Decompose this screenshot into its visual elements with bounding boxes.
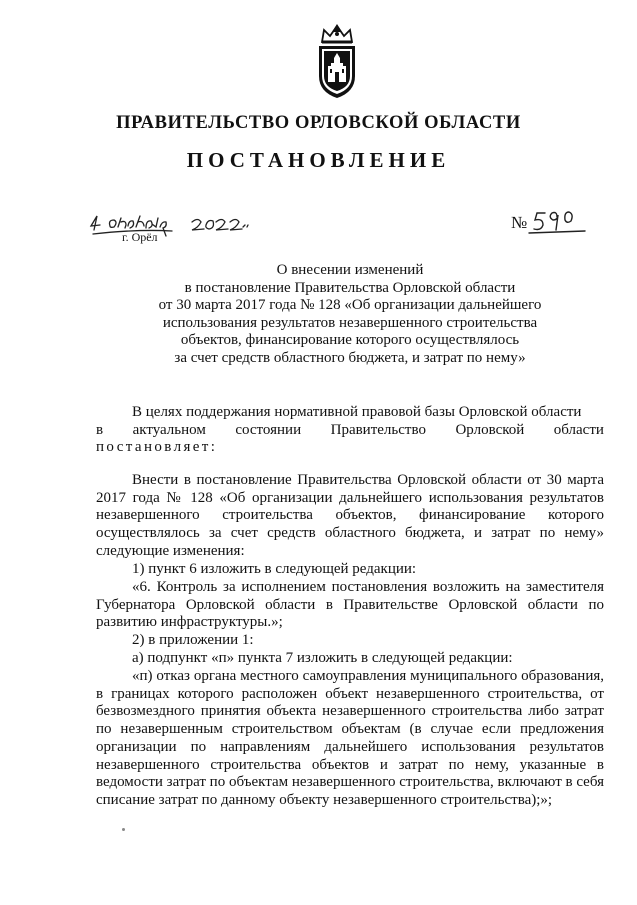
preamble-word: Орловской <box>455 421 525 438</box>
government-title: ПРАВИТЕЛЬСТВО ОРЛОВСКОЙ ОБЛАСТИ <box>116 113 521 133</box>
preamble-word: Правительство <box>330 421 426 438</box>
subject-line: использования результатов незавершенного строительства <box>162 314 538 331</box>
city-label: г. Орёл <box>122 230 158 244</box>
item-2a-heading: а) подпункт «п» пункта 7 изложить в следующей редакции: <box>132 650 513 666</box>
item-2a-content <box>96 668 604 810</box>
preamble-paragraph <box>96 404 604 457</box>
preamble-line: В целях поддержания нормативной правовой базы Орловской области <box>132 404 582 420</box>
preamble-word: области <box>553 421 604 438</box>
item-1-text: «6. Контроль за исполнением постановления возложить на заместителя Губернатора Орловской области в Правительстве Орловской области по развитию инфраструктуры.»; <box>96 579 604 631</box>
document-type-title: ПОСТАНОВЛЕНИЕ <box>186 148 451 172</box>
handwritten-date <box>88 210 253 238</box>
item-1-content <box>96 579 604 632</box>
intro-text: Внести в постановление Правительства Орловской области от 30 марта 2017 года № 128 «Об организации дальнейшего использования результатов незавершенного строительства объектов, финансирование которого осуществлялось за счет средств областного бюджета, и затрат по нему» следующие изменения: <box>96 472 604 559</box>
subject-line: от 30 марта 2017 года № 128 «Об организации дальнейшего <box>158 297 542 314</box>
subject-line: в постановление Правительства Орловской области <box>184 279 516 296</box>
preamble-word: актуальном <box>132 421 206 438</box>
item-2a <box>96 650 604 668</box>
number-label: № <box>511 213 528 232</box>
coat-of-arms-icon <box>312 22 362 100</box>
intro-paragraph <box>96 472 604 561</box>
item-2 <box>96 632 604 650</box>
item-1 <box>96 561 604 579</box>
preamble-justified-line <box>96 422 604 440</box>
preamble-word: в <box>96 421 104 438</box>
resolves-word: постановляет: <box>96 439 218 456</box>
item-2-heading: 2) в приложении 1: <box>132 632 254 648</box>
scan-speck <box>122 828 125 831</box>
document-subject <box>96 262 604 368</box>
preamble-word: состоянии <box>235 421 302 438</box>
item-2a-text: «п) отказ органа местного самоуправления муниципального образования, в границах которого расположен объект незавершенного строительства, от безвозмездного принятия объекта незавершенного строительства либо затрат по незавершенным строительством объектам (в случае если предложения организации по направлениям дальнейшего использования результатов незавершенного строительства объектов и затрат по нему, указанные в ведомости затрат по объектам незавершенного строительства, включают в себя списание затрат по данному объекту незавершенного строительства);»; <box>96 668 604 808</box>
handwritten-number <box>527 205 587 235</box>
subject-line: О внесении изменений <box>276 262 424 278</box>
item-1-heading: 1) пункт 6 изложить в следующей редакции: <box>132 561 417 577</box>
subject-line: объектов, финансирование которого осуществлялось <box>180 332 520 349</box>
subject-line: за счет средств областного бюджета, и затрат по нему» <box>174 349 526 366</box>
